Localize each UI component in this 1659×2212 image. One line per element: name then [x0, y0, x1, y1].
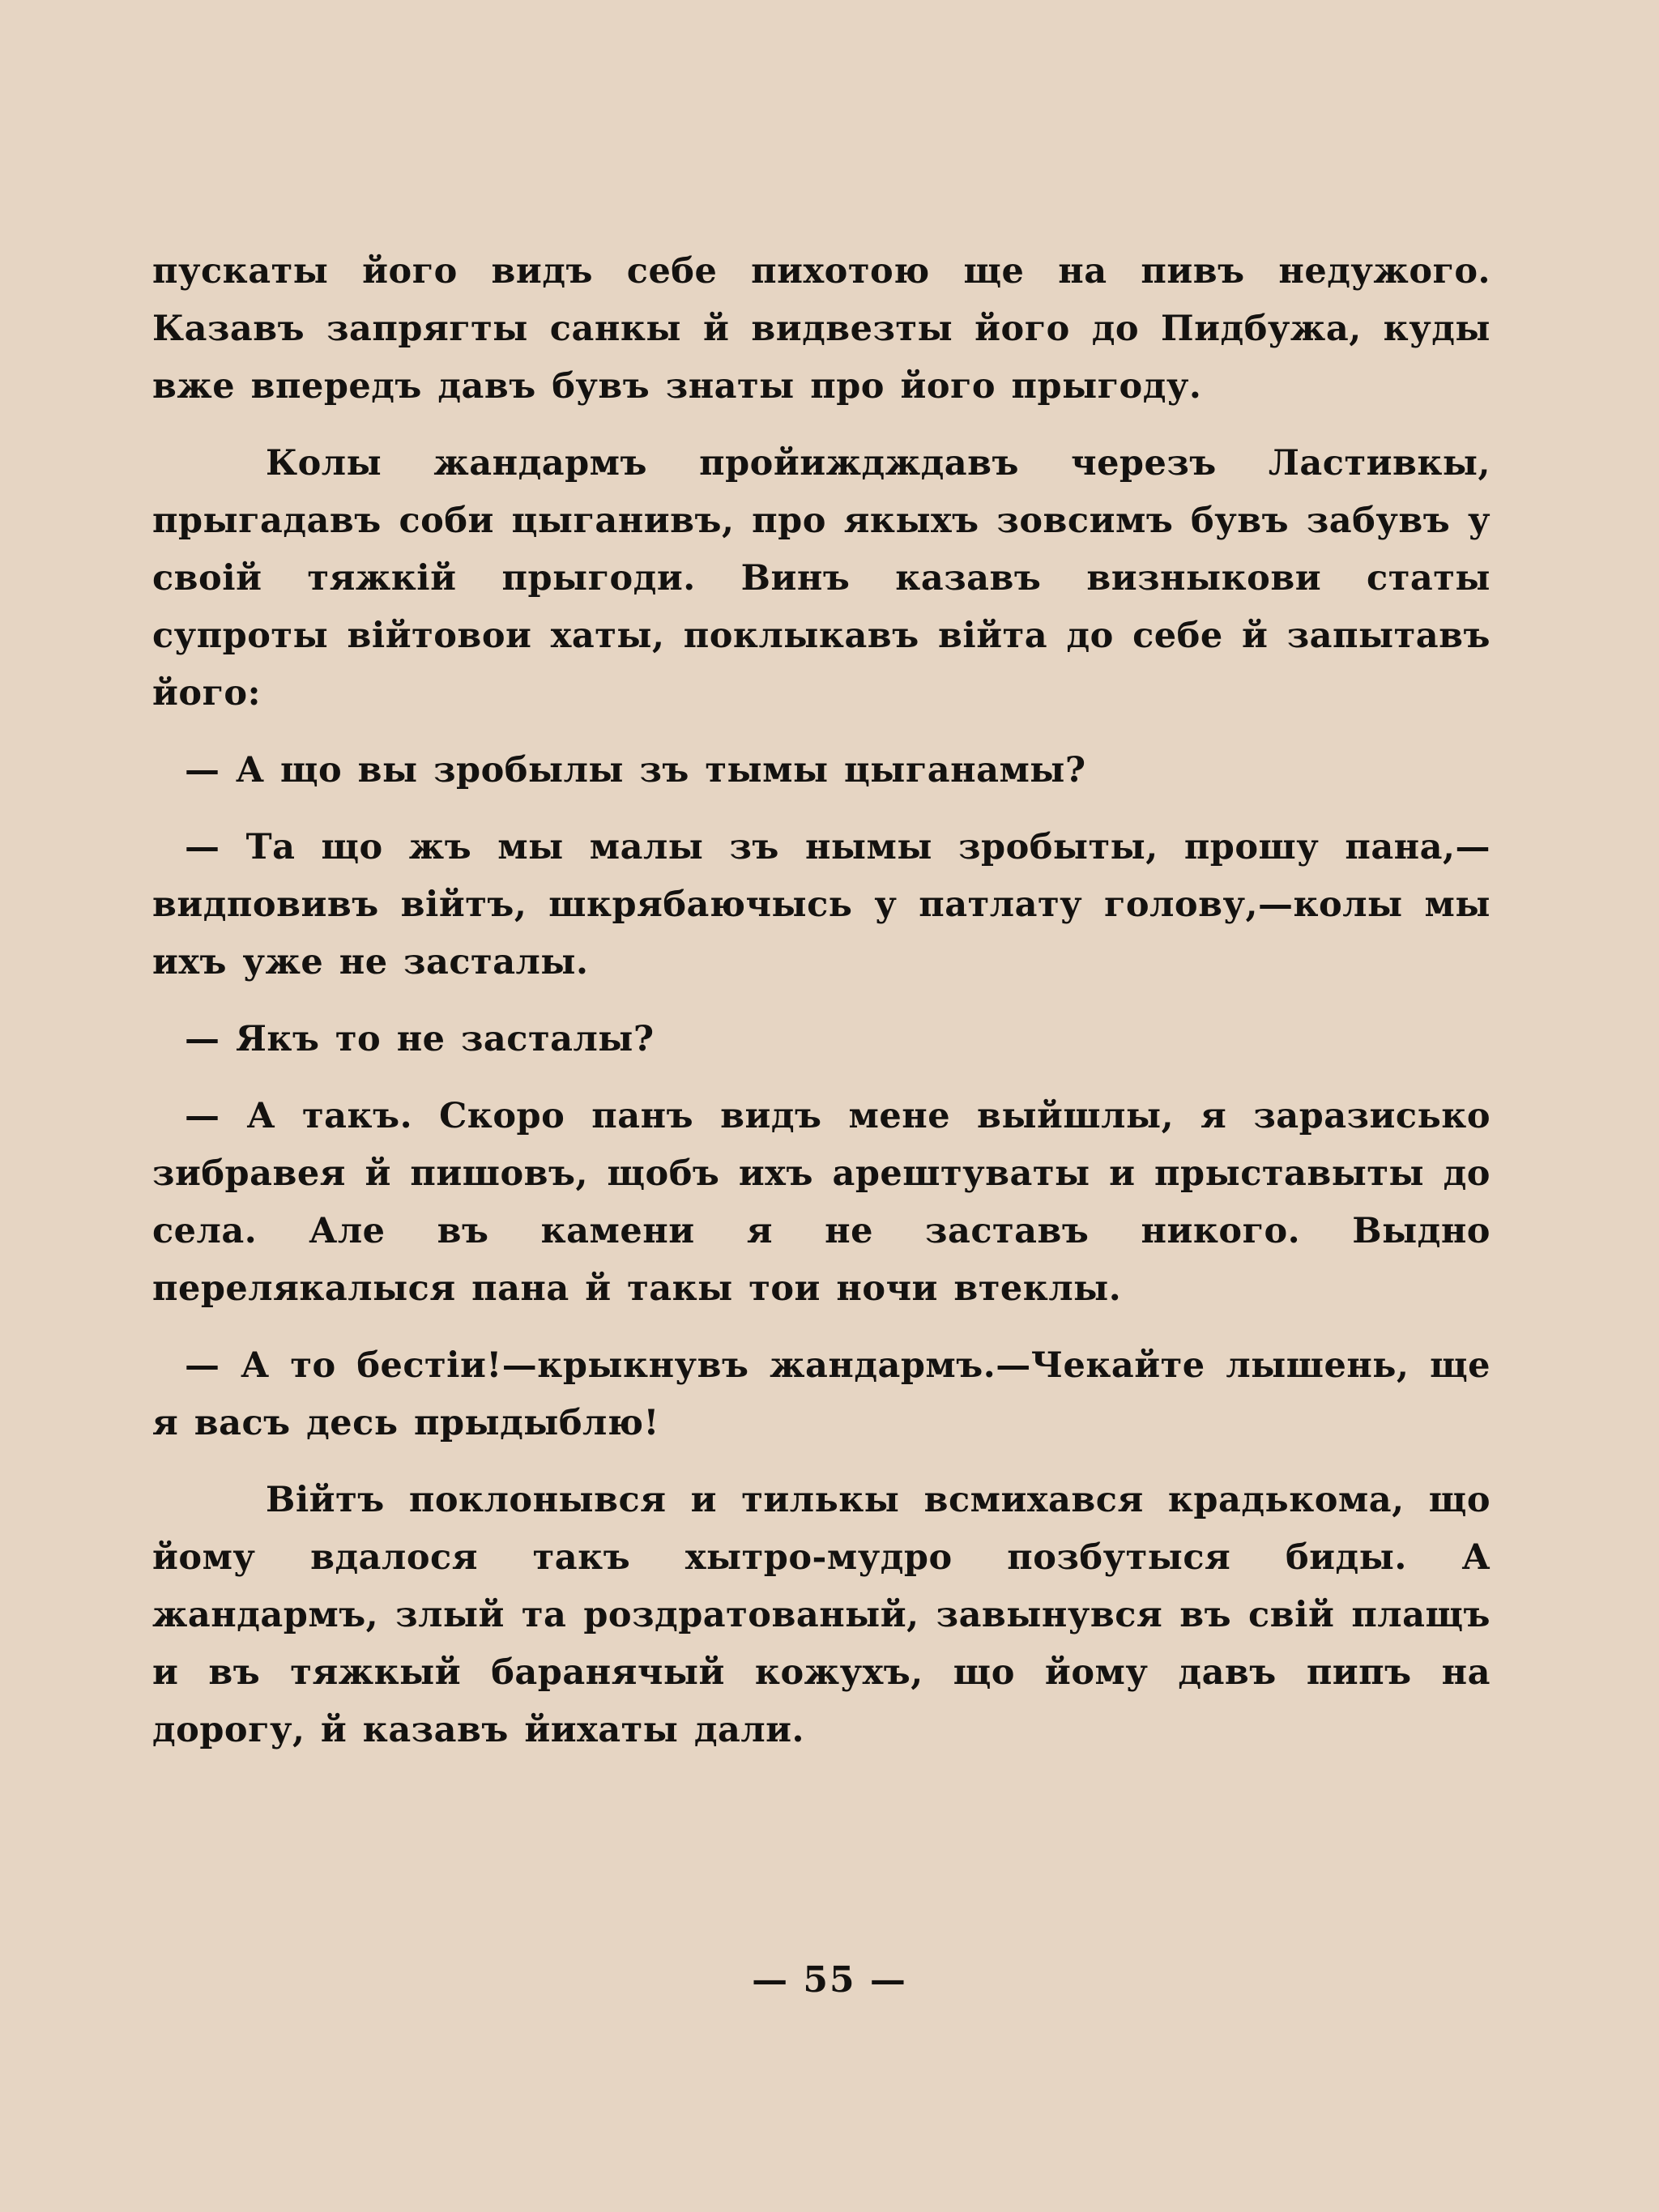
body-text — [152, 243, 1491, 1759]
paragraph-gendarme-remembers: Колы жандармъ пройиждждавъ черезъ Ластивкы, прыгадавъ соби цыганивъ, про якыхъ зовсимъ бувъ забувъ у своій тяжкій прыгоди. Винъ казавъ визныкови статы супроты війтовои хаты, поклыкавъ війта до себе й запытавъ його: — [152, 443, 1491, 714]
dialogue-line: — А то бестіи!—крыкнувъ жандармъ.—Чекайте лышень, ще я васъ десь прыдыблю! — [152, 1345, 1491, 1443]
dialogue-line: — Якъ то не засталы? — [185, 1019, 655, 1059]
dialogue-line: — Та що жъ мы малы зъ нымы зробыты, прошу пана,—видповивъ війтъ, шкрябаючысь у патлату голову,—колы мы ихъ уже не засталы. — [152, 827, 1491, 982]
page-number: — 55 — — [752, 1959, 907, 2001]
dialogue-line: — А такъ. Скоро панъ видъ мене выйшлы, я заразисько зибравея й пишовъ, щобъ ихъ арештуваты и прыставыты до села. Але въ камени я не заставъ никого. Выдно перелякалыся пана й такы тои ночи втеклы. — [152, 1096, 1491, 1309]
paragraph-continuation: пускаты його видъ себе пихотою ще на пивъ недужого. Казавъ запрягты санкы й видвезты його до Пидбужа, куды вже впередъ давъ бувъ знаты про його прыгоду. — [152, 251, 1491, 407]
paragraph-closing: Війтъ поклонывся и тилькы всмихався крадькома, що йому вдалося такъ хытро-мудро позбутыся биды. А жандармъ, злый та роздратованый, завынувся въ свій плащъ и въ тяжкый баранячый кожухъ, що йому давъ пипъ на дорогу, й казавъ йихаты дали. — [152, 1480, 1491, 1750]
dialogue-line: — А що вы зробылы зъ тымы цыганамы? — [185, 750, 1086, 791]
